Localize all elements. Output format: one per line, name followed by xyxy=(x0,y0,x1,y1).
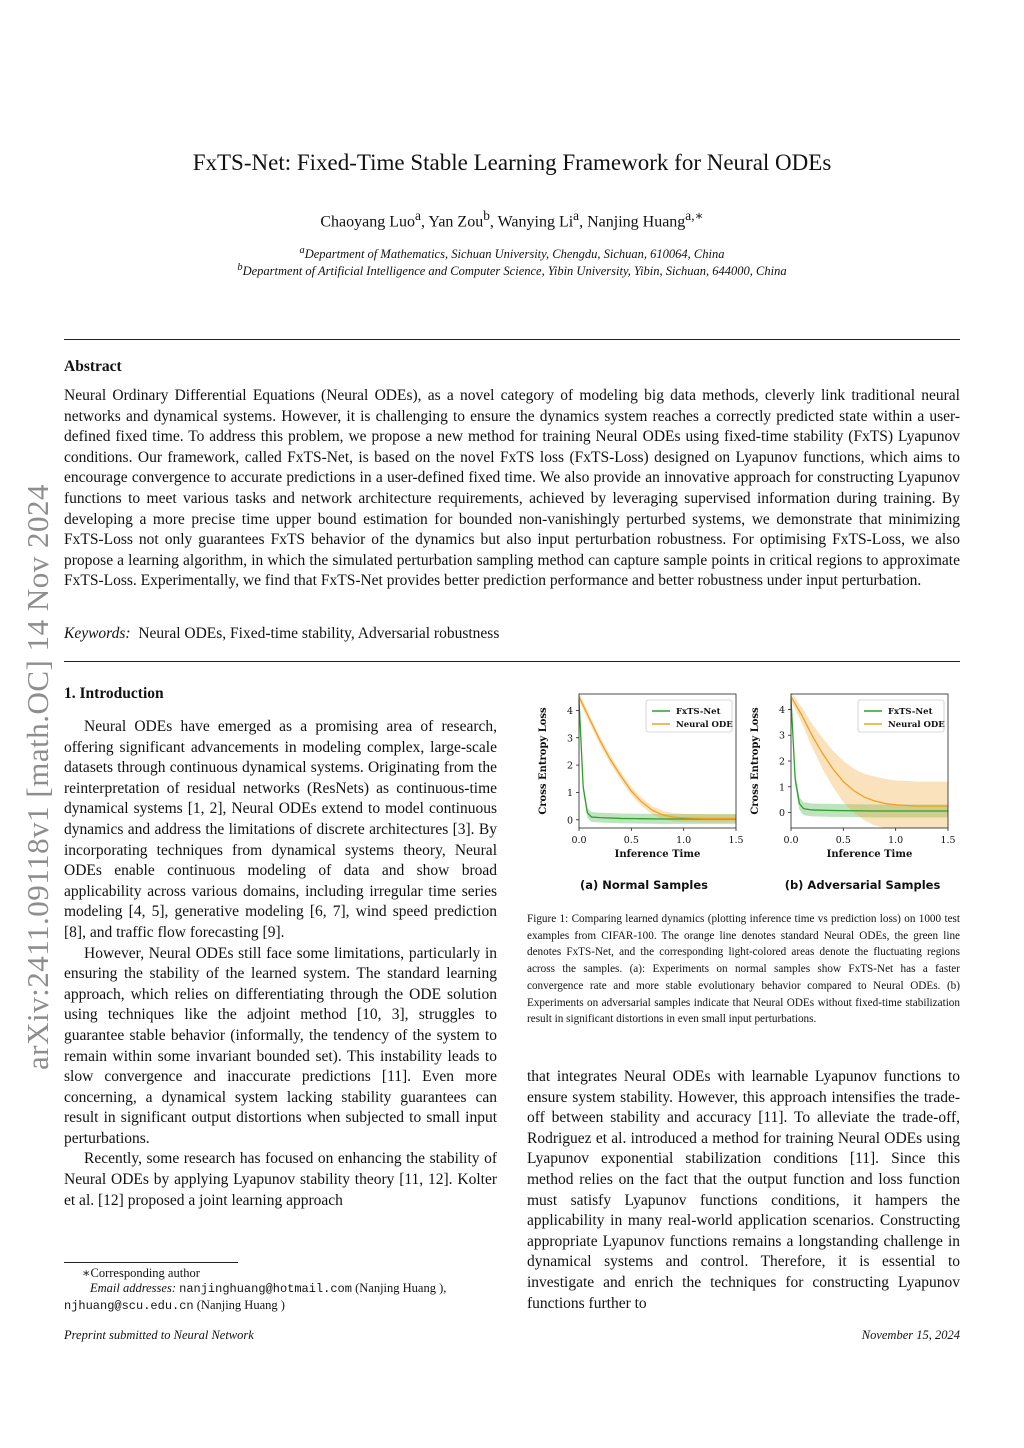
email-label: Email addresses: xyxy=(90,1281,176,1295)
x-tick-label: 1.5 xyxy=(940,835,956,846)
chart-adversarial-samples xyxy=(750,693,956,860)
x-tick-label: 1.0 xyxy=(888,835,904,846)
x-axis-label: Inference Time xyxy=(826,849,913,860)
author-mark: a,∗ xyxy=(685,208,704,223)
x-tick-label: 0.5 xyxy=(835,835,851,846)
figure-caption: Figure 1: Comparing learned dynamics (plotting inference time vs prediction loss) on 1000 test examples from CIFAR-100. The orange line denotes standard Neural ODEs, the green line denotes FxTS-Net, and the corresponding light-colored areas denote the fluctuating regions across the samples. (a): Experiments on normal samples show FxTS-Net has a faster convergence rate and more stable evolutionary behavior compared to Neural ODEs. (b) Experiments on adversarial samples indicate that Neural ODEs without fixed-time stabilization result in significant distortions in even small input perturbations. xyxy=(527,913,960,1026)
email-link[interactable]: nanjinghuang@hotmail.com xyxy=(179,1282,352,1296)
y-tick-label: 2 xyxy=(778,756,785,768)
y-axis-label: Cross Entropy Loss xyxy=(538,707,549,815)
y-axis-label: Cross Entropy Loss xyxy=(750,707,761,815)
author-mark: a xyxy=(573,208,580,223)
x-axis-label: Inference Time xyxy=(614,849,701,860)
abstract-body: Neural Ordinary Differential Equations (Neural ODEs), as a novel category of modeling big data methods, cleverly link traditional neural networks and dynamical systems. However, it is challenging to ensure the dynamics system reaches a correctly predicted state within a user-defined fixed time. To address this problem, we propose a new method for training Neural ODEs using fixed-time stability (FxTS) Lyapunov conditions. Our framework, called FxTS-Net, is based on the novel FxTS loss (FxTS-Loss) designed on Lyapunov functions, which aims to encourage convergence to accurate predictions in a user-defined fixed time. We also provide an innovative approach for constructing Lyapunov functions to meet various tasks and network architecture requirements, achieved by leveraging supervised information during training. By developing a more precise time upper bound estimation for bounded non-vanishingly perturbed systems, we demonstrate that minimizing FxTS-Loss not only guarantees FxTS behavior of the dynamics but also input perturbation robustness. For optimising FxTS-Loss, we also propose a learning algorithm, in which the simulated perturbation sampling method can capture sample points in critical regions to approximate FxTS-Loss. Experimentally, we find that FxTS-Net provides better prediction performance and better robustness under input perturbation. xyxy=(64,387,960,590)
y-tick-label: 0 xyxy=(778,808,785,820)
affiliation-b xyxy=(0,262,1024,279)
intro-left-column xyxy=(64,717,497,1211)
chart-normal-samples xyxy=(538,693,744,860)
footnote-email-line-2 xyxy=(64,1298,504,1313)
arxiv-side-banner: arXiv:2411.09118v1 [math.OC] 14 Nov 2024 xyxy=(20,484,55,1070)
subcaption-b: (b) Adversarial Samples xyxy=(784,878,941,892)
intro-paragraph: Recently, some research has focused on enhancing the stability of Neural ODEs by applying Lyapunov stability theory [11, 12]. Kolter et al. [12] proposed a joint learning approach xyxy=(64,1150,497,1209)
section-heading: 1. Introduction xyxy=(64,685,164,702)
author-mark: a xyxy=(415,208,421,223)
figure-charts xyxy=(527,690,960,872)
author-name: Chaoyang Luo xyxy=(320,213,416,231)
abstract-bottom-rule xyxy=(64,661,960,662)
y-tick-label: 1 xyxy=(566,787,573,799)
affiliation-text: Department of Mathematics, Sichuan University, Chengdu, Sichuan, 610064, China xyxy=(304,247,725,262)
affiliation-text: Department of Artificial Intelligence and Computer Science, Yibin University, Yibin, Sichuan, 644000, China xyxy=(242,264,787,279)
x-tick-label: 1.0 xyxy=(676,835,692,846)
abstract-heading: Abstract xyxy=(64,358,122,375)
keywords-text: Neural ODEs, Fixed-time stability, Adversarial robustness xyxy=(138,625,500,642)
x-tick-label: 0.5 xyxy=(623,835,639,846)
intro-paragraph: However, Neural ODEs still face some limitations, particularly in ensuring the stability of the learned system. The standard learning approach, which relies on differentiating through the ODE solution using techniques like the adjoint method [10, 3], struggles to guarantee stable behavior (informally, the tendency of the system to remain within some invariant bounded set). This instability leads to slow convergence and inaccurate predictions [11]. Even more concerning, a dynamical system lacking stability guarantees can result in significant output distortions when subjected to small input perturbations. xyxy=(64,944,497,1147)
affiliation-mark: a xyxy=(299,245,305,256)
y-tick-label: 1 xyxy=(778,782,785,794)
x-tick-label: 0.0 xyxy=(783,835,799,846)
y-tick-label: 2 xyxy=(566,760,573,772)
paper-title: FxTS-Net: Fixed-Time Stable Learning Framework for Neural ODEs xyxy=(192,150,832,175)
intro-paragraph: Neural ODEs have emerged as a promising area of research, offering significant advancements in modeling complex, large-scale datasets through continuous dynamical systems. Originating from the reinterpretation of residual networks (ResNets) as continuous-time dynamical systems [1, 2], Neural ODEs extend to model continuous dynamics and address the limitations of discrete architectures [3]. By incorporating techniques from dynamical systems theory, Neural ODEs enable continuous modeling of data and show broad applicability across various domains, including irregular time series modeling [4, 5], generative modeling [6, 7], wind speed prediction [8], and traffic flow forecasting [9]. xyxy=(64,718,497,941)
footer-right: November 15, 2024 xyxy=(861,1328,960,1342)
legend-label: Neural ODE xyxy=(888,720,945,730)
y-tick-label: 3 xyxy=(778,730,785,742)
author-list: Chaoyang Luo$^a$, Yan Zou$^b$, Wanying Li$^a$, Nanjing Huang$^{a,∗}$ xyxy=(320,208,704,231)
keywords-line xyxy=(64,625,499,643)
y-tick-label: 3 xyxy=(566,733,573,745)
legend-label: FxTS-Net xyxy=(888,707,933,717)
subcaption-a: (a) Normal Samples xyxy=(579,878,708,892)
figure-1 xyxy=(527,690,960,900)
footnote-corresponding: ∗Corresponding author xyxy=(82,1266,200,1280)
footer-left: Preprint submitted to Neural Network xyxy=(64,1328,254,1342)
y-tick-label: 4 xyxy=(778,704,785,716)
author-mark: b xyxy=(483,208,490,223)
x-tick-label: 0.0 xyxy=(571,835,587,846)
affiliation-a xyxy=(0,245,1024,262)
intro-right-column xyxy=(527,1067,960,1314)
legend-label: Neural ODE xyxy=(676,720,733,730)
author-name: Nanjing Huang xyxy=(587,213,686,231)
x-tick-label: 1.5 xyxy=(728,835,744,846)
top-rule xyxy=(64,339,960,340)
legend-label: FxTS-Net xyxy=(676,707,721,717)
footnote-rule xyxy=(64,1262,238,1263)
keywords-label: Keywords: xyxy=(64,625,131,642)
email-owner: (Nanjing Huang ), xyxy=(355,1281,447,1295)
y-tick-label: 0 xyxy=(566,815,573,827)
right-column-paragraph: that integrates Neural ODEs with learnable Lyapunov functions to ensure system stability. However, this approach intensifies the trade-off between stability and accuracy [11]. To alleviate the trade-off, Rodriguez et al. introduced a method for training Neural ODEs using Lyapunov exponential stabilization conditions [11]. Since this method relies on the fact that the output function and loss function must satisfy Lyapunov functions conditions, it hampers the applicability in many real-world application scenarios. Constructing appropriate Lyapunov functions remains a longstanding challenge in dynamical systems and control. Therefore, it is essential to investigate and enrich the techniques for constructing Lyapunov functions further to xyxy=(527,1068,960,1312)
footnote-email-line xyxy=(90,1281,530,1296)
y-tick-label: 4 xyxy=(566,705,573,717)
author-name: Yan Zou xyxy=(428,213,484,231)
email-link[interactable]: njhuang@scu.edu.cn xyxy=(64,1299,194,1313)
author-name: Wanying Li xyxy=(497,213,574,231)
email-owner: (Nanjing Huang ) xyxy=(196,1298,285,1312)
affiliation-mark: b xyxy=(237,262,243,273)
